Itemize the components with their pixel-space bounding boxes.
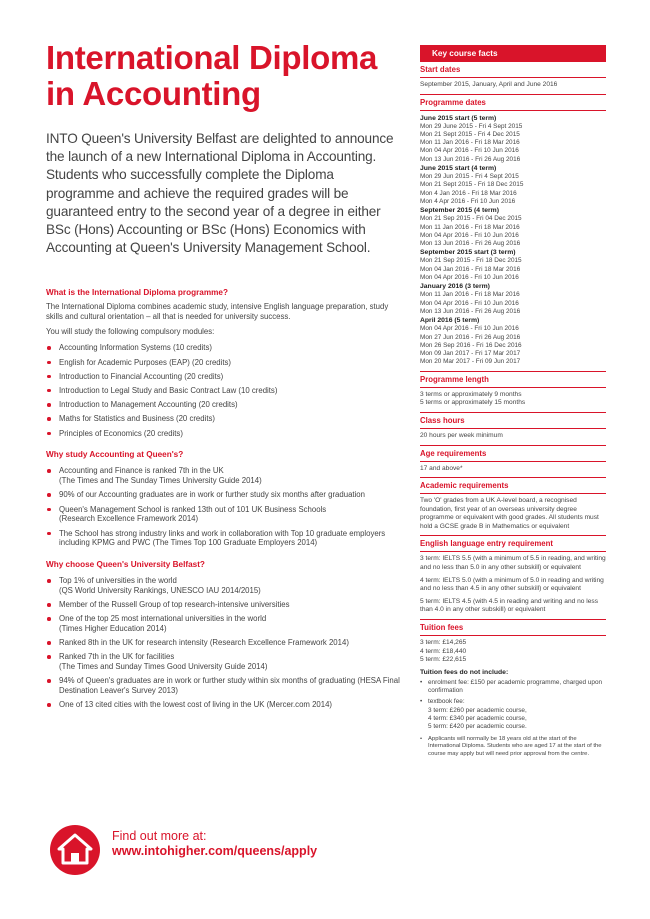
bullet-icon xyxy=(47,432,51,436)
bullet-icon xyxy=(47,493,51,497)
date-group xyxy=(420,164,606,206)
page-title xyxy=(46,40,402,112)
find-out-more-label: Find out more at: xyxy=(112,829,207,843)
bullet-icon xyxy=(47,532,51,536)
date-line: Mon 11 Jan 2016 - Fri 18 Mar 2016 xyxy=(420,139,520,147)
bullet-icon xyxy=(47,417,51,421)
intro-paragraph: INTO Queen's University Belfast are delighted to announce the launch of a new International Diploma in Accounting. Students who successfully complete the Diploma programme and achieve the required grades will be guaranteed entry to the second year of a degree in either BSc (Hons) Accounting or BSc (Hons) Economics with Accounting at Queen's University Management School. xyxy=(46,131,394,256)
bullet-icon xyxy=(47,703,51,707)
date-line: Mon 26 Sep 2016 - Fri 16 Dec 2016 xyxy=(420,341,522,349)
date-line: Mon 21 Sep 2015 - Fri 04 Dec 2015 xyxy=(420,215,522,223)
age-note xyxy=(420,736,606,759)
list-item: • textbook fee: 3 term: £260 per academic course, 4 term: £340 per academic course, 5 term: £420 per academic course. xyxy=(420,698,606,731)
date-line: Mon 13 Jun 2016 - Fri 26 Aug 2016 xyxy=(420,307,521,315)
english-section xyxy=(420,536,606,620)
bullet-icon xyxy=(47,655,51,659)
list-item: Introduction to Management Accounting (20 credits) xyxy=(46,400,402,410)
date-group-title: September 2015 start (3 term) xyxy=(420,249,516,257)
modules-intro: You will study the following compulsory modules: xyxy=(46,327,215,337)
list-item: Accounting Information Systems (10 credits) xyxy=(46,343,402,353)
list-item: Ranked 7th in the UK for facilities (The Times and Sunday Times Good University Guide 2014) xyxy=(46,652,402,672)
why-queens-list xyxy=(46,576,402,710)
date-line: Mon 13 Jun 2016 - Fri 26 Aug 2016 xyxy=(420,155,521,163)
date-line: Mon 04 Apr 2016 - Fri 10 Jun 2016 xyxy=(420,147,519,155)
age-text: 17 and above* xyxy=(420,464,463,472)
list-item: English for Academic Purposes (EAP) (20 credits) xyxy=(46,358,402,368)
english-title: English language entry requirement xyxy=(420,539,606,552)
date-line: Mon 04 Apr 2016 - Fri 10 Jun 2016 xyxy=(420,274,519,282)
date-line: Mon 20 Mar 2017 - Fri 09 Jun 2017 xyxy=(420,358,521,366)
date-group xyxy=(420,114,606,164)
bullet-icon xyxy=(47,508,51,512)
list-item: One of the top 25 most international universities in the world (Times Higher Education 2014) xyxy=(46,614,402,634)
english-4-term: 4 term: IELTS 5.0 (with a minimum of 5.0 in reading and writing and no less than 4.5 in any other subskill) or equivalent xyxy=(420,576,604,593)
bullet-icon xyxy=(47,346,51,350)
why-accounting-list xyxy=(46,466,402,548)
footer-cta xyxy=(50,825,390,875)
date-line: Mon 04 Apr 2016 - Fri 10 Jun 2016 xyxy=(420,231,519,239)
list-item: Member of the Russell Group of top research-intensive universities xyxy=(46,600,402,610)
programme-length-text: 3 terms or approximately 9 months 5 terms or approximately 15 months xyxy=(420,390,526,407)
main-column xyxy=(46,40,402,715)
date-line: Mon 21 Sept 2015 - Fri 18 Dec 2015 xyxy=(420,181,524,189)
date-line: Mon 4 Apr 2016 - Fri 10 Jun 2016 xyxy=(420,197,516,205)
fees-exclusions-title: Tuition fees do not include: xyxy=(420,668,509,676)
bullet-icon xyxy=(47,469,51,473)
bullet-icon xyxy=(47,641,51,645)
list-item: 94% of Queen's graduates are in work or further study within six months of graduating (HESA Final Destination Leaver's Survey 2013) xyxy=(46,676,402,696)
date-line: Mon 4 Jan 2016 - Fri 18 Mar 2016 xyxy=(420,189,517,197)
bullet-icon xyxy=(47,361,51,365)
bullet-icon xyxy=(47,679,51,683)
date-line: Mon 04 Jan 2016 - Fri 18 Mar 2016 xyxy=(420,265,521,273)
programme-length-title: Programme length xyxy=(420,375,606,388)
list-item: Introduction to Financial Accounting (20 credits) xyxy=(46,372,402,382)
academic-title: Academic requirements xyxy=(420,481,606,494)
list-item: 90% of our Accounting graduates are in work or further study six months after graduation xyxy=(46,490,402,500)
why-accounting-heading: Why study Accounting at Queen's? xyxy=(46,450,184,460)
date-line: Mon 04 Apr 2016 - Fri 10 Jun 2016 xyxy=(420,325,519,333)
bullet-icon xyxy=(47,603,51,607)
date-group xyxy=(420,316,606,366)
start-dates-title: Start dates xyxy=(420,65,606,78)
english-3-term: 3 term: IELTS 5.5 (with a minimum of 5.5 in reading, and writing and no less than 5.0 in any other subskill) or equivalent xyxy=(420,555,606,572)
english-5-term: 5 term: IELTS 4.5 (with 4.5 in reading and writing and no less than 4.0 in any other subskill) or equivalent xyxy=(420,597,599,614)
programme-dates-section xyxy=(420,95,606,372)
date-group-title: January 2016 (3 term) xyxy=(420,283,490,291)
list-item: Top 1% of universities in the world (QS World University Rankings, UNESCO IAU 2014/2015) xyxy=(46,576,402,596)
fees-title: Tuition fees xyxy=(420,623,606,636)
bullet-icon xyxy=(47,403,51,407)
modules-list xyxy=(46,343,402,438)
date-line: Mon 21 Sept 2015 - Fri 4 Dec 2015 xyxy=(420,130,520,138)
date-line: Mon 13 Jun 2016 - Fri 26 Aug 2016 xyxy=(420,240,521,248)
footer-text xyxy=(112,829,317,859)
list-item: Maths for Statistics and Business (20 credits) xyxy=(46,414,402,424)
start-dates-text: September 2015, January, April and June 2016 xyxy=(420,81,558,88)
fees-list: 3 term: £14,265 4 term: £18,440 5 term: £22,615 xyxy=(420,639,467,664)
apply-link[interactable]: www.intohigher.com/queens/apply xyxy=(112,844,318,858)
academic-text: Two 'O' grades from a UK A-level board, a recognised foundation, first year of an overseas university degree programme or equivalent with good grades. All students must hold a GCSE grade B in Mathematics or equivalent xyxy=(420,497,599,530)
date-line: Mon 29 Jun 2015 - Fri 4 Sept 2015 xyxy=(420,173,519,181)
what-paragraph: The International Diploma combines academic study, intensive English language preparation, study skills and cultural orientation – all that is needed for university success. xyxy=(46,302,389,322)
list-item: Introduction to Legal Study and Basic Contract Law (10 credits) xyxy=(46,386,402,396)
title-line-1: International Diploma xyxy=(46,39,378,76)
list-item: Principles of Economics (20 credits) xyxy=(46,429,402,439)
date-line: Mon 29 June 2015 - Fri 4 Sept 2015 xyxy=(420,122,523,130)
date-group-title: June 2015 start (5 term) xyxy=(420,114,497,122)
why-queens-heading: Why choose Queen's University Belfast? xyxy=(46,560,205,570)
date-group xyxy=(420,206,606,248)
key-facts-heading: Key course facts xyxy=(420,45,606,62)
date-group-title: April 2016 (5 term) xyxy=(420,317,480,325)
date-group xyxy=(420,282,606,316)
date-line: Mon 09 Jan 2017 - Fri 17 Mar 2017 xyxy=(420,350,521,358)
age-section xyxy=(420,446,606,479)
class-hours-text: 20 hours per week minimum xyxy=(420,431,503,439)
date-group-title: June 2015 start (4 term) xyxy=(420,165,497,173)
date-group xyxy=(420,248,606,282)
date-line: Mon 21 Sep 2015 - Fri 18 Dec 2015 xyxy=(420,257,522,265)
house-icon xyxy=(50,825,100,875)
key-facts-panel xyxy=(420,45,606,765)
date-group-title: September 2015 (4 term) xyxy=(420,207,499,215)
list-item: One of 13 cited cities with the lowest cost of living in the UK (Mercer.com 2014) xyxy=(46,700,402,710)
bullet-icon xyxy=(47,617,51,621)
class-hours-section xyxy=(420,413,606,446)
fees-section xyxy=(420,620,606,765)
bullet-icon xyxy=(47,375,51,379)
list-item: Queen's Management School is ranked 13th out of 101 UK Business Schools (Research Excellence Framework 2014) xyxy=(46,505,402,525)
title-line-2: in Accounting xyxy=(46,75,261,112)
start-dates-section xyxy=(420,62,606,95)
list-item: Ranked 8th in the UK for research intensity (Research Excellence Framework 2014) xyxy=(46,638,402,648)
date-line: Mon 04 Apr 2016 - Fri 10 Jun 2016 xyxy=(420,299,519,307)
date-line: Mon 11 Jan 2016 - Fri 18 Mar 2016 xyxy=(420,223,520,231)
date-line: Mon 27 Jun 2016 - Fri 26 Aug 2016 xyxy=(420,333,521,341)
academic-section xyxy=(420,478,606,536)
bullet-icon xyxy=(47,389,51,393)
programme-length-section xyxy=(420,372,606,413)
fees-exclusions-list xyxy=(420,679,606,732)
list-item: The School has strong industry links and work in collaboration with Top 10 graduate employers including KPMG and PWC (The Times Top 100 Graduate Employers 2014) xyxy=(46,529,402,549)
programme-dates-title: Programme dates xyxy=(420,98,606,111)
age-title: Age requirements xyxy=(420,449,606,462)
list-item: • enrolment fee: £150 per academic programme, charged upon confirmation xyxy=(420,679,606,696)
footnote: • Applicants will normally be 18 years old at the start of the International Diploma. Students who are aged 17 at the start of the course may apply but will need prior approval from the centre. xyxy=(420,736,606,759)
class-hours-title: Class hours xyxy=(420,416,606,429)
what-heading: What is the International Diploma programme? xyxy=(46,288,228,298)
bullet-icon xyxy=(47,579,51,583)
list-item: Accounting and Finance is ranked 7th in the UK (The Times and The Sunday Times University Guide 2014) xyxy=(46,466,402,486)
date-line: Mon 11 Jan 2016 - Fri 18 Mar 2016 xyxy=(420,291,520,299)
